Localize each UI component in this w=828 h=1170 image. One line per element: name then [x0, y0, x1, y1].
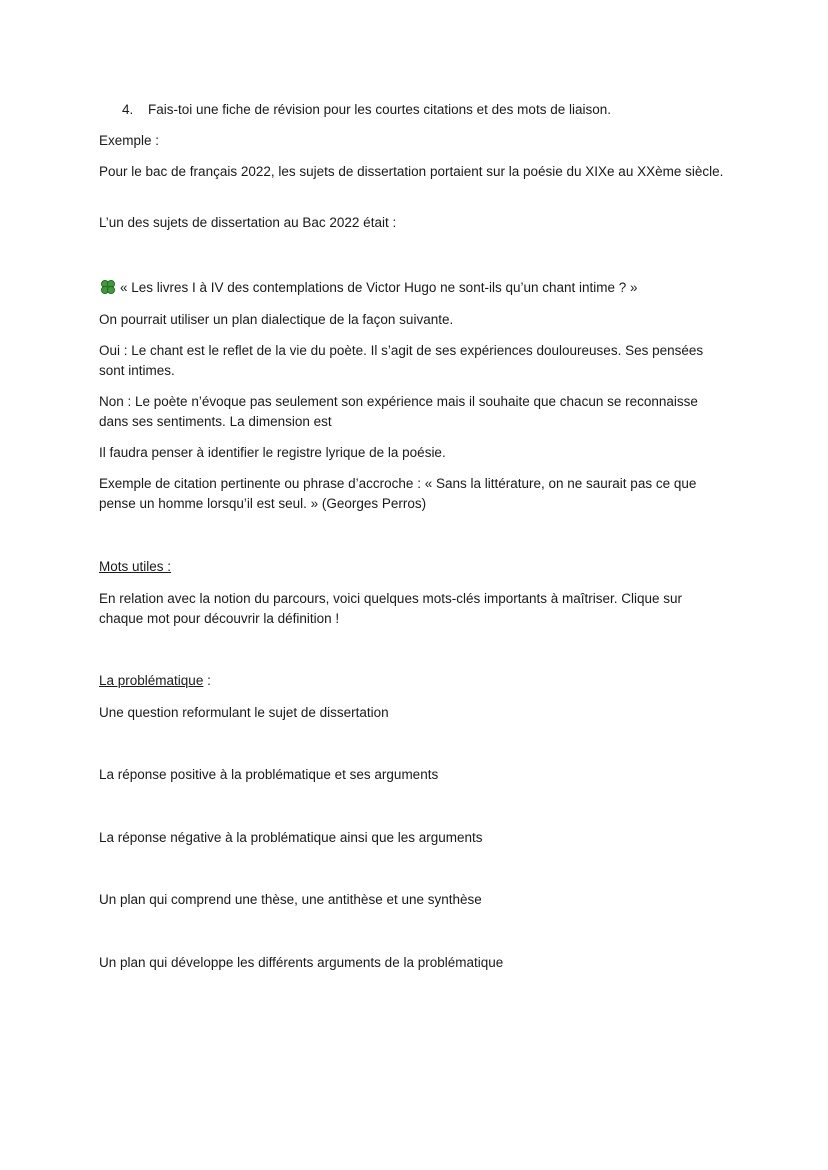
mots-utiles-heading: Mots utiles :: [99, 559, 172, 574]
paragraph-citation: Exemple de citation pertinente ou phrase d’accroche : « Sans la littérature, on ne saurait pas ce que pense un homme lorsqu’il est seul. » (Georges Perros): [99, 476, 697, 511]
paragraph-non: Non : Le poète n’évoque pas seulement son expérience mais il souhaite que chacun se reconnaisse dans ses sentiments. La dimension est: [99, 394, 698, 429]
four-leaf-clover-icon: [99, 279, 117, 295]
list-item-text: Fais-toi une fiche de révision pour les courtes citations et des mots de liaison.: [148, 102, 611, 117]
paragraph-relation: En relation avec la notion du parcours, voici quelques mots-clés importants à maîtriser. Clique sur chaque mot pour découvrir la définition !: [99, 591, 683, 626]
paragraph-bac-2022: Pour le bac de français 2022, les sujets de dissertation portaient sur la poésie du XIXe au XXème siècle.: [99, 164, 724, 179]
problematique-heading: [99, 671, 729, 691]
list-number: 4.: [122, 102, 134, 117]
paragraph-sujet: L’un des sujets de dissertation au Bac 2022 était :: [99, 215, 397, 230]
paragraph-plan: On pourrait utiliser un plan dialectique de la façon suivante.: [99, 312, 454, 327]
definition-5: Un plan qui développe les différents arguments de la problématique: [99, 955, 504, 970]
definition-1: Une question reformulant le sujet de dissertation: [99, 705, 389, 720]
definition-2: La réponse positive à la problématique et ses arguments: [99, 767, 439, 782]
example-label: Exemple :: [99, 133, 160, 148]
list-item-4: [122, 100, 752, 120]
paragraph-oui: Oui : Le chant est le reflet de la vie du poète. Il s’agit de ses expériences douloureuses. Ses pensées sont intimes.: [99, 343, 704, 378]
definition-4: Un plan qui comprend une thèse, une antithèse et une synthèse: [99, 892, 482, 907]
quote-text: « Les livres I à IV des contemplations de Victor Hugo ne sont-ils qu’un chant intime ? »: [120, 280, 638, 295]
problematique-colon: :: [203, 673, 211, 688]
problematique-link[interactable]: La problématique: [99, 673, 204, 688]
paragraph-registre: Il faudra penser à identifier le registre lyrique de la poésie.: [99, 445, 446, 460]
quote-line: [99, 278, 729, 298]
definition-3: La réponse négative à la problématique ainsi que les arguments: [99, 830, 483, 845]
